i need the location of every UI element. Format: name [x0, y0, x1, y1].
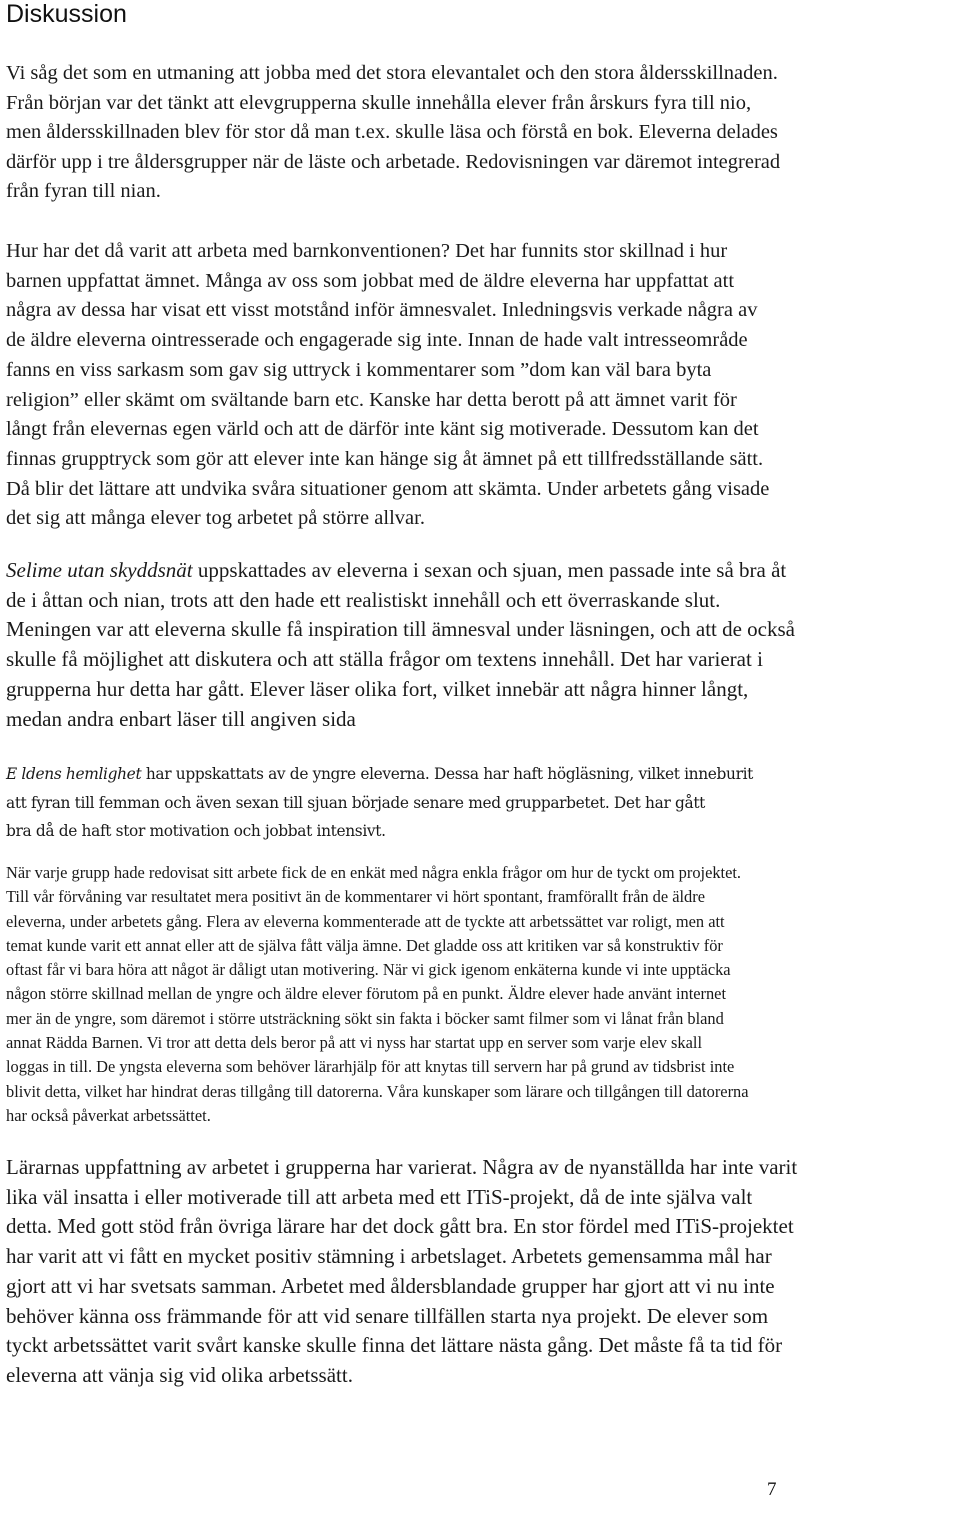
- text-line: Vi såg det som en utmaning att jobba med det stora elevantalet och den stora åldersskillnaden.: [6, 62, 778, 84]
- book-title: Selime utan skyddsnät: [6, 558, 193, 582]
- text-line: detta. Med gott stöd från övriga lärare har det dock gått bra. En stor fördel med ITiS-projektet: [6, 1214, 794, 1239]
- text-line: loggas in till. De yngsta eleverna som behöver lärarhjälp för att knytas till servern har på grund av tidsbrist inte: [6, 1057, 735, 1077]
- text-line: behöver känna oss främmande för att vid senare tillfällen starta nya projekt. De elever som: [6, 1303, 769, 1328]
- text-line: eleverna, under arbetets gång. Flera av eleverna kommenterade att de tyckte att arbetssättet var roligt, men att: [6, 911, 725, 931]
- text-line: blivit detta, vilket har hindrat deras tillgång till datorerna. Våra kunskaper som lärare och tillgången till datorerna: [6, 1081, 749, 1101]
- text-line: Till vår förvåning var resultatet mera positivt än de kommentarer vi hört spontant, framförallt från de äldre: [6, 887, 705, 907]
- text-line: det sig att många elever tog arbetet på större allvar.: [6, 507, 425, 530]
- paragraph-enkat: [6, 861, 956, 1128]
- text-line: fanns en viss sarkasm som gav sig uttryck i kommentarer som ”dom kan väl bara byta: [6, 358, 712, 381]
- text-line: barnen uppfattat ämnet. Många av oss som jobbat med de äldre eleverna har uppfattat att: [6, 269, 735, 292]
- paragraph-selime: [6, 556, 956, 734]
- text-line: att fyran till femman och även sexan till sjuan började senare med grupparbetet. Det har gått: [6, 793, 705, 812]
- page-number: 7: [767, 1479, 777, 1500]
- text-line: mer än de yngre, som däremot i större utsträckning sökt sin fakta i böcker samt filmer som vi lånat från bland: [6, 1008, 724, 1028]
- text-line: någon större skillnad mellan de yngre och äldre elever förutom på en punkt. Äldre elever hade använt internet: [6, 984, 727, 1004]
- text-line: Hur har det då varit att arbeta med barnkonventionen? Det har funnits stor skillnad i hur: [6, 240, 728, 262]
- text-line: gjort att vi har svetsats samman. Arbetet med åldersblandade grupper har gjort att vi nu inte: [6, 1273, 775, 1298]
- text-line: lika väl insatta i eller motiverade till att arbeta med ett ITiS-projekt, då de inte själva valt: [6, 1184, 753, 1209]
- text-line: skulle få möjlighet att diskutera och att ställa frågor om textens innehåll. Det har varierat i: [6, 647, 763, 672]
- text-line: [6, 760, 956, 789]
- text-line: grupperna hur detta har gått. Elever läser olika fort, vilket innebär att några hinner långt,: [6, 676, 749, 701]
- text-line: finnas grupptryck som gör att elever inte kan hänge sig åt ämnet på ett tillfredsställande sätt.: [6, 447, 764, 470]
- text-line: eleverna att vänja sig vid olika arbetssätt.: [6, 1362, 353, 1387]
- text-line: därför upp i tre åldersgrupper när de läste och arbetade. Redovisningen var däremot integrerad: [6, 150, 781, 173]
- paragraph-barnkonventionen: [6, 237, 956, 534]
- text-line: långt från elevernas egen värld och att de därför inte känt sig motiverade. Dessutom kan det: [6, 418, 759, 441]
- paragraph-intro: [6, 59, 956, 207]
- text-line: de i åttan och nian, trots att den hade ett realistiskt innehåll och ett överraskande slut.: [6, 587, 721, 612]
- paragraph-eldens-hemlighet: [6, 760, 956, 846]
- text-line: oftast får vi bara höra att något är dåligt utan motivering. När vi gick igenom enkäterna kunde vi inte upptäcka: [6, 960, 731, 980]
- text-line: medan andra enbart läser till angiven sida: [6, 706, 356, 731]
- text-line: Meningen var att eleverna skulle få inspiration till ämnesval under läsningen, och att de också: [6, 617, 795, 642]
- text-line: tyckt arbetssättet varit svårt kanske skulle finna det lättare nästa gång. Det måste få ta tid för: [6, 1333, 783, 1358]
- text-line: religion” eller skämt om svältande barn etc. Kanske har detta berott på att ämnet varit för: [6, 388, 737, 411]
- text-line: de äldre eleverna ointresserade och engagerade sig inte. Innan de hade valt intresseområde: [6, 329, 748, 352]
- book-title: E ldens hemlighet: [6, 765, 142, 783]
- text-line: bra då de haft stor motivation och jobbat intensivt.: [6, 822, 386, 840]
- text-fragment: har uppskattats av de yngre eleverna. Dessa har haft högläsning, vilket inneburit: [141, 765, 754, 783]
- text-line: Lärarnas uppfattning av arbetet i grupperna har varierat. Några av de nyanställda har inte varit: [6, 1155, 798, 1179]
- text-line: Då blir det lättare att undvika svåra situationer genom att skämta. Under arbetets gång visade: [6, 477, 770, 500]
- text-fragment: uppskattades av eleverna i sexan och sjuan, men passade inte så bra åt: [192, 558, 787, 582]
- text-line: har varit att vi fått en mycket positiv stämning i arbetslaget. Arbetets gemensamma mål har: [6, 1244, 772, 1269]
- text-line: har också påverkat arbetssättet.: [6, 1105, 211, 1125]
- section-heading: Diskussion: [6, 0, 127, 28]
- text-line: Från början var det tänkt att elevgrupperna skulle innehålla elever från årskurs fyra till nio,: [6, 91, 752, 114]
- paragraph-lararnas-uppfattning: [6, 1153, 956, 1391]
- text-line: men åldersskillnaden blev för stor då man t.ex. skulle läsa och förstå en bok. Eleverna delades: [6, 121, 778, 143]
- text-line: annat Rädda Barnen. Vi tror att detta dels beror på att vi nyss har startat upp en server som varje elev skall: [6, 1033, 703, 1053]
- text-line: [6, 556, 956, 586]
- text-line: några av dessa har visat ett visst motstånd inför ämnesvalet. Inledningsvis verkade några av: [6, 299, 758, 322]
- text-line: När varje grupp hade redovisat sitt arbete fick de en enkät med några enkla frågor om hur de tyckt om projektet.: [6, 863, 742, 882]
- text-line: temat kunde varit ett annat eller att de själva fått välja ämne. Det gladde oss att kritiken var så konstruktiv för: [6, 935, 723, 955]
- text-line: från fyran till nian.: [6, 180, 161, 202]
